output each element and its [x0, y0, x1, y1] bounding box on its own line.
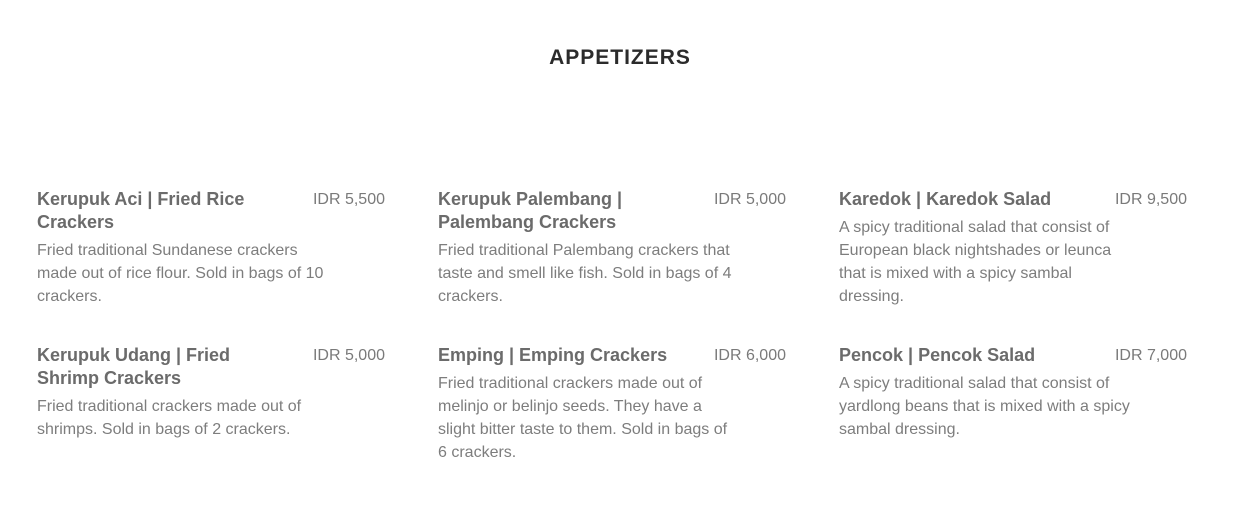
menu-item-name: Pencok | Pencok Salad	[839, 345, 1036, 365]
menu-item-price: IDR 5,000	[312, 347, 385, 364]
menu-item	[438, 344, 786, 464]
menu-item-name: Kerupuk Aci | Fried Rice Crackers	[37, 189, 245, 232]
menu-item-description: A spicy traditional salad that consist of European black nightshades or leunca that is mixed with a spicy sambal dressing.	[839, 219, 1112, 305]
menu-item	[839, 344, 1187, 441]
menu-item	[37, 344, 385, 441]
menu-item-header	[37, 188, 385, 234]
menu-item-name: Karedok | Karedok Salad	[839, 189, 1052, 209]
menu-item-price: IDR 5,500	[312, 191, 385, 208]
menu-item-header	[438, 188, 786, 234]
menu-item-name: Emping | Emping Crackers	[438, 345, 668, 365]
menu-item-name: Kerupuk Udang | Fried Shrimp Crackers	[37, 345, 231, 388]
menu-item-description: Fried traditional crackers made out of melinjo or belinjo seeds. They have a slight bitter taste to them. Sold in bags of 6 crackers.	[438, 375, 728, 461]
section-title: APPETIZERS	[549, 46, 691, 69]
menu-item-header	[37, 344, 385, 390]
menu-item-header	[839, 188, 1187, 211]
menu-item	[37, 188, 385, 308]
menu-item-description: A spicy traditional salad that consist of yardlong beans that is mixed with a spicy sambal dressing.	[839, 375, 1130, 438]
menu-item-description: Fried traditional Sundanese crackers made out of rice flour. Sold in bags of 10 crackers.	[37, 242, 324, 305]
menu-item-price: IDR 5,000	[713, 191, 786, 208]
menu-item-price: IDR 7,000	[1114, 347, 1187, 364]
menu-item-header	[839, 344, 1187, 367]
menu-item-description: Fried traditional Palembang crackers that taste and smell like fish. Sold in bags of 4 crackers.	[438, 242, 732, 305]
menu-item	[438, 188, 786, 308]
menu-item-price: IDR 9,500	[1114, 191, 1187, 208]
menu-item	[839, 188, 1187, 308]
menu-item-name: Kerupuk Palembang | Palembang Crackers	[438, 189, 623, 232]
menu-item-price: IDR 6,000	[713, 347, 786, 364]
menu-item-header	[438, 344, 786, 367]
menu-item-description: Fried traditional crackers made out of shrimps. Sold in bags of 2 crackers.	[37, 398, 302, 438]
